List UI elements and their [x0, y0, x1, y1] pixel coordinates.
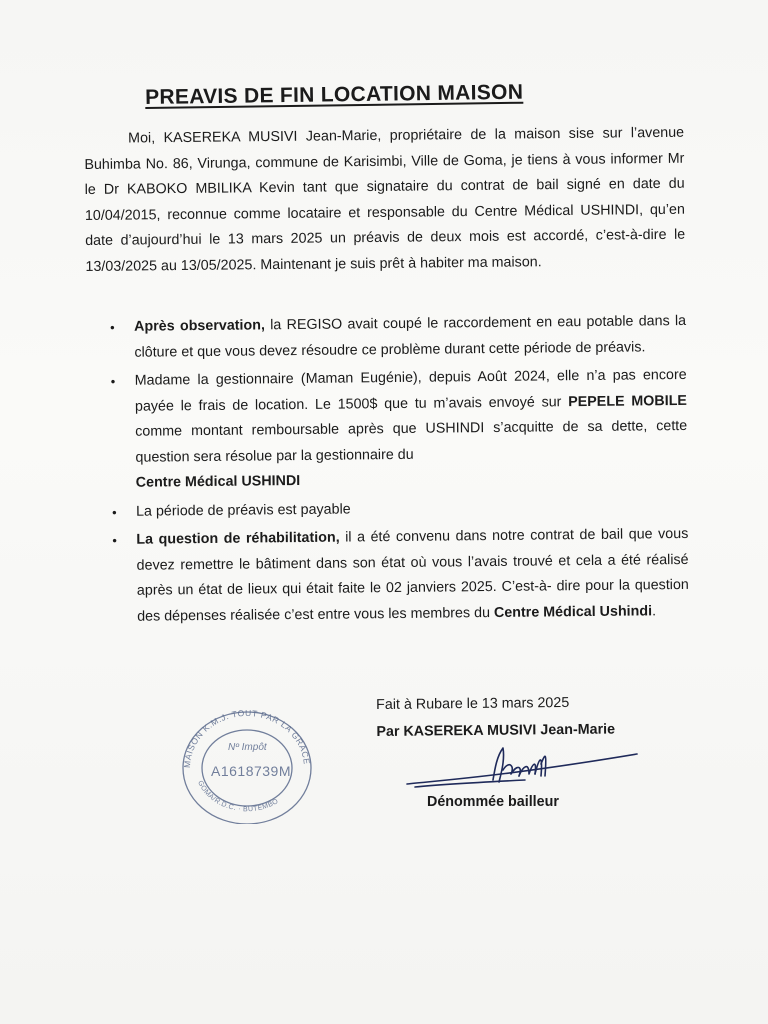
- item-bold: PEPELE MOBILE: [568, 392, 688, 410]
- item-bold: Centre Médical Ushindi: [493, 602, 653, 621]
- list-item: [110, 493, 688, 525]
- stamp-ring-bottom: GOMA/R.D.C. · BUTEMBO: [196, 779, 280, 814]
- item-text: comme montant remboursable après que USHINDI s’acquitte de sa dette, cette question sera résolue par la gestionnaire du: [135, 417, 688, 466]
- intro-paragraph: Moi, KASEREKA MUSIVI Jean-Marie, propriétaire de la maison sise sur l’avenue Buhimba No. 86, Virunga, commune de Karisimbi, Ville de Goma, je tiens à vous informer Mr le Dr KABOKO MBILIKA Kevin tant que signataire du contrat de bail signé en date du 10/04/2015, reconnue comme locataire et responsable du Centre Médical USHINDI, qu’en date d’aujourd’hui le 13 mars 2025 un préavis de deux mois est accordé, c’est-à-dire le 13/03/2025 au 13/05/2025. Maintenant je suis prêt à habiter ma maison.: [84, 124, 686, 275]
- item-text: la REGISO avait coupé le raccordement en eau potable dans la clôture et que vous devez résoudre ce problème durant cette période de préavis.: [134, 312, 687, 361]
- signature-block: [376, 690, 615, 746]
- list-item: [108, 309, 687, 366]
- item-text: La période de préavis est payable: [135, 500, 351, 520]
- list-item: [109, 363, 688, 497]
- stamp-top-word: Nº Impôt: [228, 742, 267, 753]
- item-lead: Après observation,: [134, 317, 266, 335]
- item-text: Madame la gestionnaire (Maman Eugénie), depuis Août 2024, elle n’a pas encore payée le frais de location. Le 1500$ que tu m’avais envoyé sur: [134, 366, 687, 415]
- item-bold: Centre Médical USHINDI: [135, 472, 301, 491]
- svg-text:MAISON K.M.J. TOUT PAR LA GRAC: [182, 708, 312, 768]
- document-title: PREAVIS DE FIN LOCATION MAISON: [145, 80, 524, 109]
- signature-caption: Dénommée bailleur: [427, 794, 559, 810]
- conditions-list: [108, 309, 689, 633]
- bullet-icon: •: [110, 373, 116, 389]
- stamp-id-number: A1618739M: [211, 763, 292, 779]
- item-text: il a été convenu dans notre contrat de bail que vous devez remettre le bâtiment dans son état où vous l’avais trouvé et cela a été réalisé après un état de lieux qui était faite le 02 janviers 2025. C’est-à- dire pour la question des dépenses réalisée c’est entre vous les membres du: [136, 525, 689, 625]
- bullet-icon: •: [112, 532, 118, 548]
- stamp-ring-text: MAISON K.M.J. TOUT PAR LA GRACE: [181, 707, 312, 769]
- bullet-icon: •: [110, 319, 115, 335]
- bullet-icon: •: [111, 504, 117, 520]
- svg-text:GOMA/R.D.C. · BUTEMBO: [196, 780, 280, 814]
- signatory-name: Par KASEREKA MUSIVI Jean-Marie: [376, 721, 616, 740]
- item-text: .: [651, 602, 657, 619]
- place-date: Fait à Rubare le 13 mars 2025: [376, 694, 570, 713]
- item-lead: La question de réhabilitation,: [136, 529, 340, 548]
- list-item: [110, 522, 689, 630]
- handwritten-signature: [405, 740, 645, 800]
- stamp-seal: [176, 706, 318, 824]
